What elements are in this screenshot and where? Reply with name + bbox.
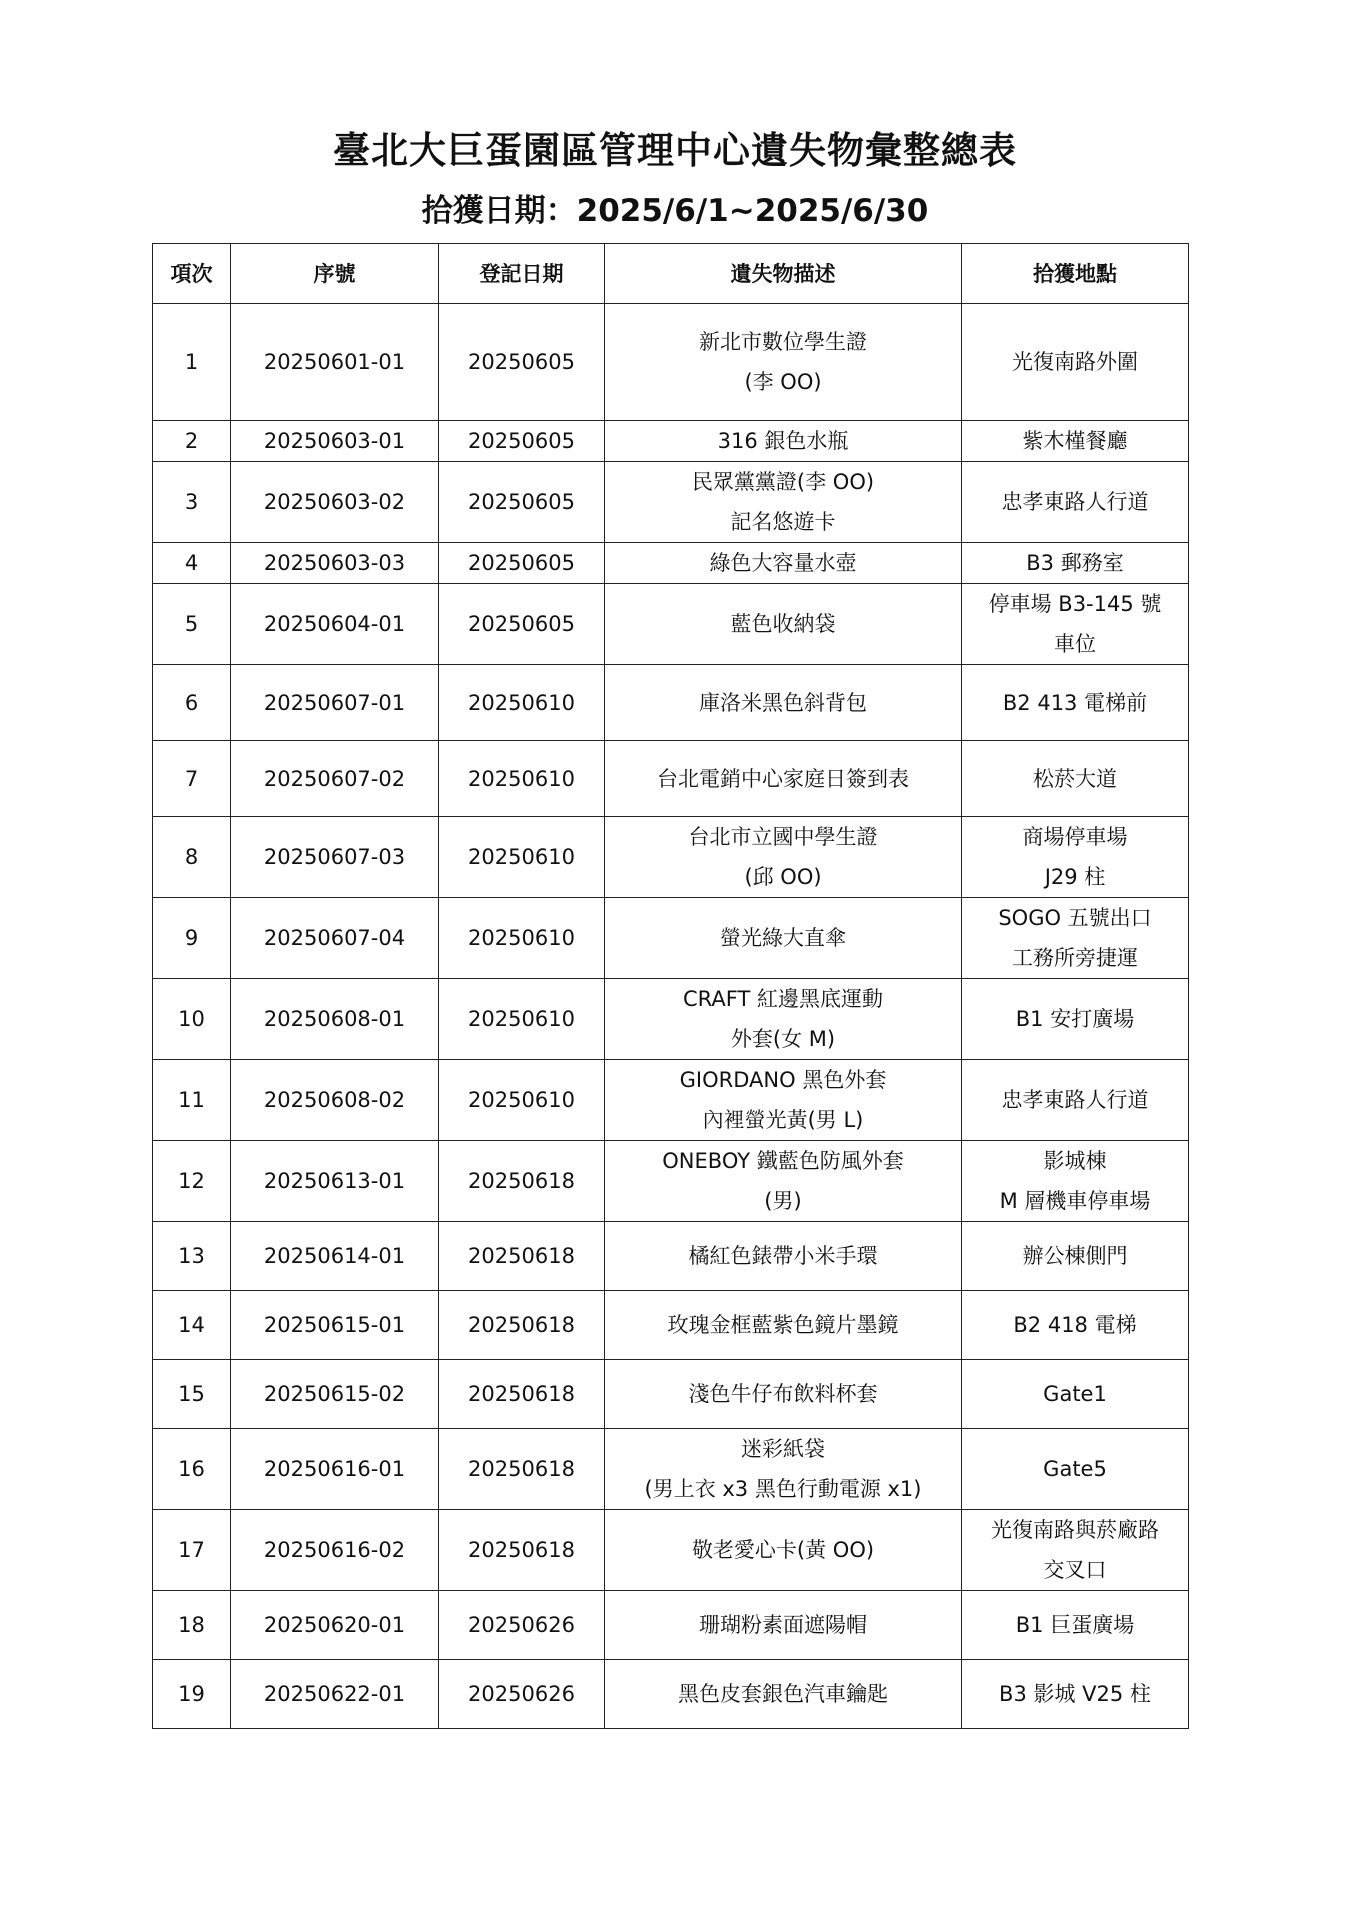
cell-register-date: 20250618 [439, 1360, 605, 1429]
table-row [153, 421, 1189, 462]
cell-register-date: 20250610 [439, 898, 605, 979]
cell-index: 17 [153, 1510, 231, 1591]
cell-index: 12 [153, 1141, 231, 1222]
cell-found-location: 松菸大道 [962, 741, 1189, 817]
table-row [153, 1222, 1189, 1291]
cell-index: 5 [153, 584, 231, 665]
cell-serial: 20250607-03 [231, 817, 439, 898]
cell-index: 7 [153, 741, 231, 817]
table-row [153, 1060, 1189, 1141]
cell-register-date: 20250610 [439, 1060, 605, 1141]
table-row [153, 665, 1189, 741]
cell-item-description: 民眾黨黨證(李 OO) 記名悠遊卡 [605, 462, 962, 543]
cell-item-description: 螢光綠大直傘 [605, 898, 962, 979]
cell-register-date: 20250605 [439, 543, 605, 584]
cell-item-description: 玫瑰金框藍紫色鏡片墨鏡 [605, 1291, 962, 1360]
cell-index: 9 [153, 898, 231, 979]
cell-serial: 20250608-01 [231, 979, 439, 1060]
cell-serial: 20250616-01 [231, 1429, 439, 1510]
cell-register-date: 20250618 [439, 1141, 605, 1222]
cell-index: 2 [153, 421, 231, 462]
cell-item-description: 黑色皮套銀色汽車鑰匙 [605, 1660, 962, 1729]
cell-found-location: B3 郵務室 [962, 543, 1189, 584]
cell-index: 11 [153, 1060, 231, 1141]
cell-register-date: 20250605 [439, 462, 605, 543]
cell-found-location: Gate1 [962, 1360, 1189, 1429]
cell-serial: 20250614-01 [231, 1222, 439, 1291]
cell-found-location: B2 413 電梯前 [962, 665, 1189, 741]
table-row [153, 898, 1189, 979]
cell-serial: 20250607-02 [231, 741, 439, 817]
cell-serial: 20250622-01 [231, 1660, 439, 1729]
cell-found-location: Gate5 [962, 1429, 1189, 1510]
cell-found-location: 停車場 B3-145 號 車位 [962, 584, 1189, 665]
cell-item-description: 316 銀色水瓶 [605, 421, 962, 462]
header-item-description: 遺失物描述 [605, 244, 962, 304]
cell-item-description: ONEBOY 鐵藍色防風外套 (男) [605, 1141, 962, 1222]
cell-item-description: 橘紅色錶帶小米手環 [605, 1222, 962, 1291]
cell-serial: 20250603-02 [231, 462, 439, 543]
header-serial: 序號 [231, 244, 439, 304]
cell-serial: 20250620-01 [231, 1591, 439, 1660]
cell-register-date: 20250626 [439, 1660, 605, 1729]
header-register-date: 登記日期 [439, 244, 605, 304]
cell-register-date: 20250610 [439, 817, 605, 898]
cell-serial: 20250601-01 [231, 304, 439, 421]
cell-found-location: B1 安打廣場 [962, 979, 1189, 1060]
cell-item-description: 新北市數位學生證 (李 OO) [605, 304, 962, 421]
cell-index: 3 [153, 462, 231, 543]
table-row [153, 1429, 1189, 1510]
cell-item-description: CRAFT 紅邊黑底運動 外套(女 M) [605, 979, 962, 1060]
cell-found-location: 辦公棟側門 [962, 1222, 1189, 1291]
header-index: 項次 [153, 244, 231, 304]
cell-item-description: 藍色收納袋 [605, 584, 962, 665]
cell-serial: 20250603-03 [231, 543, 439, 584]
cell-item-description: 台北市立國中學生證 (邱 OO) [605, 817, 962, 898]
cell-register-date: 20250626 [439, 1591, 605, 1660]
table-row [153, 304, 1189, 421]
table-row [153, 1141, 1189, 1222]
cell-item-description: 庫洛米黑色斜背包 [605, 665, 962, 741]
cell-register-date: 20250618 [439, 1222, 605, 1291]
lost-items-table [152, 243, 1189, 1729]
cell-serial: 20250616-02 [231, 1510, 439, 1591]
table-row [153, 462, 1189, 543]
cell-found-location: 紫木槿餐廳 [962, 421, 1189, 462]
cell-register-date: 20250610 [439, 741, 605, 817]
table-header-row [153, 244, 1189, 304]
cell-index: 8 [153, 817, 231, 898]
cell-register-date: 20250610 [439, 665, 605, 741]
cell-index: 14 [153, 1291, 231, 1360]
cell-index: 4 [153, 543, 231, 584]
cell-serial: 20250615-02 [231, 1360, 439, 1429]
cell-found-location: 忠孝東路人行道 [962, 462, 1189, 543]
cell-index: 16 [153, 1429, 231, 1510]
cell-found-location: B2 418 電梯 [962, 1291, 1189, 1360]
cell-index: 15 [153, 1360, 231, 1429]
cell-serial: 20250607-04 [231, 898, 439, 979]
cell-register-date: 20250605 [439, 304, 605, 421]
cell-register-date: 20250618 [439, 1429, 605, 1510]
cell-index: 1 [153, 304, 231, 421]
table-row [153, 1660, 1189, 1729]
cell-found-location: 影城棟 M 層機車停車場 [962, 1141, 1189, 1222]
cell-register-date: 20250618 [439, 1291, 605, 1360]
cell-register-date: 20250605 [439, 584, 605, 665]
table-body [153, 304, 1189, 1729]
cell-serial: 20250613-01 [231, 1141, 439, 1222]
cell-register-date: 20250610 [439, 979, 605, 1060]
cell-item-description: 綠色大容量水壺 [605, 543, 962, 584]
cell-serial: 20250608-02 [231, 1060, 439, 1141]
table-row [153, 1510, 1189, 1591]
document-title: 臺北大巨蛋園區管理中心遺失物彙整總表 [333, 129, 1017, 172]
cell-item-description: 敬老愛心卡(黃 OO) [605, 1510, 962, 1591]
cell-item-description: 迷彩紙袋 (男上衣 x3 黑色行動電源 x1) [605, 1429, 962, 1510]
table-row [153, 817, 1189, 898]
cell-item-description: GIORDANO 黑色外套 內裡螢光黃(男 L) [605, 1060, 962, 1141]
cell-found-location: 商場停車場 J29 柱 [962, 817, 1189, 898]
table-row [153, 1291, 1189, 1360]
table-row [153, 1360, 1189, 1429]
cell-found-location: 光復南路與菸廠路 交叉口 [962, 1510, 1189, 1591]
table-row [153, 1591, 1189, 1660]
cell-item-description: 珊瑚粉素面遮陽帽 [605, 1591, 962, 1660]
table-row [153, 543, 1189, 584]
cell-item-description: 淺色牛仔布飲料杯套 [605, 1360, 962, 1429]
cell-register-date: 20250618 [439, 1510, 605, 1591]
table-row [153, 584, 1189, 665]
table-row [153, 741, 1189, 817]
cell-found-location: 光復南路外圍 [962, 304, 1189, 421]
cell-index: 10 [153, 979, 231, 1060]
cell-found-location: B1 巨蛋廣場 [962, 1591, 1189, 1660]
cell-register-date: 20250605 [439, 421, 605, 462]
cell-found-location: B3 影城 V25 柱 [962, 1660, 1189, 1729]
cell-index: 13 [153, 1222, 231, 1291]
cell-found-location: 忠孝東路人行道 [962, 1060, 1189, 1141]
header-found-location: 拾獲地點 [962, 244, 1189, 304]
cell-item-description: 台北電銷中心家庭日簽到表 [605, 741, 962, 817]
cell-index: 6 [153, 665, 231, 741]
cell-serial: 20250607-01 [231, 665, 439, 741]
cell-found-location: SOGO 五號出口 工務所旁捷運 [962, 898, 1189, 979]
cell-index: 18 [153, 1591, 231, 1660]
cell-serial: 20250615-01 [231, 1291, 439, 1360]
cell-index: 19 [153, 1660, 231, 1729]
table-row [153, 979, 1189, 1060]
cell-serial: 20250604-01 [231, 584, 439, 665]
date-range-subtitle: 拾獲日期：2025/6/1~2025/6/30 [421, 193, 929, 229]
cell-serial: 20250603-01 [231, 421, 439, 462]
